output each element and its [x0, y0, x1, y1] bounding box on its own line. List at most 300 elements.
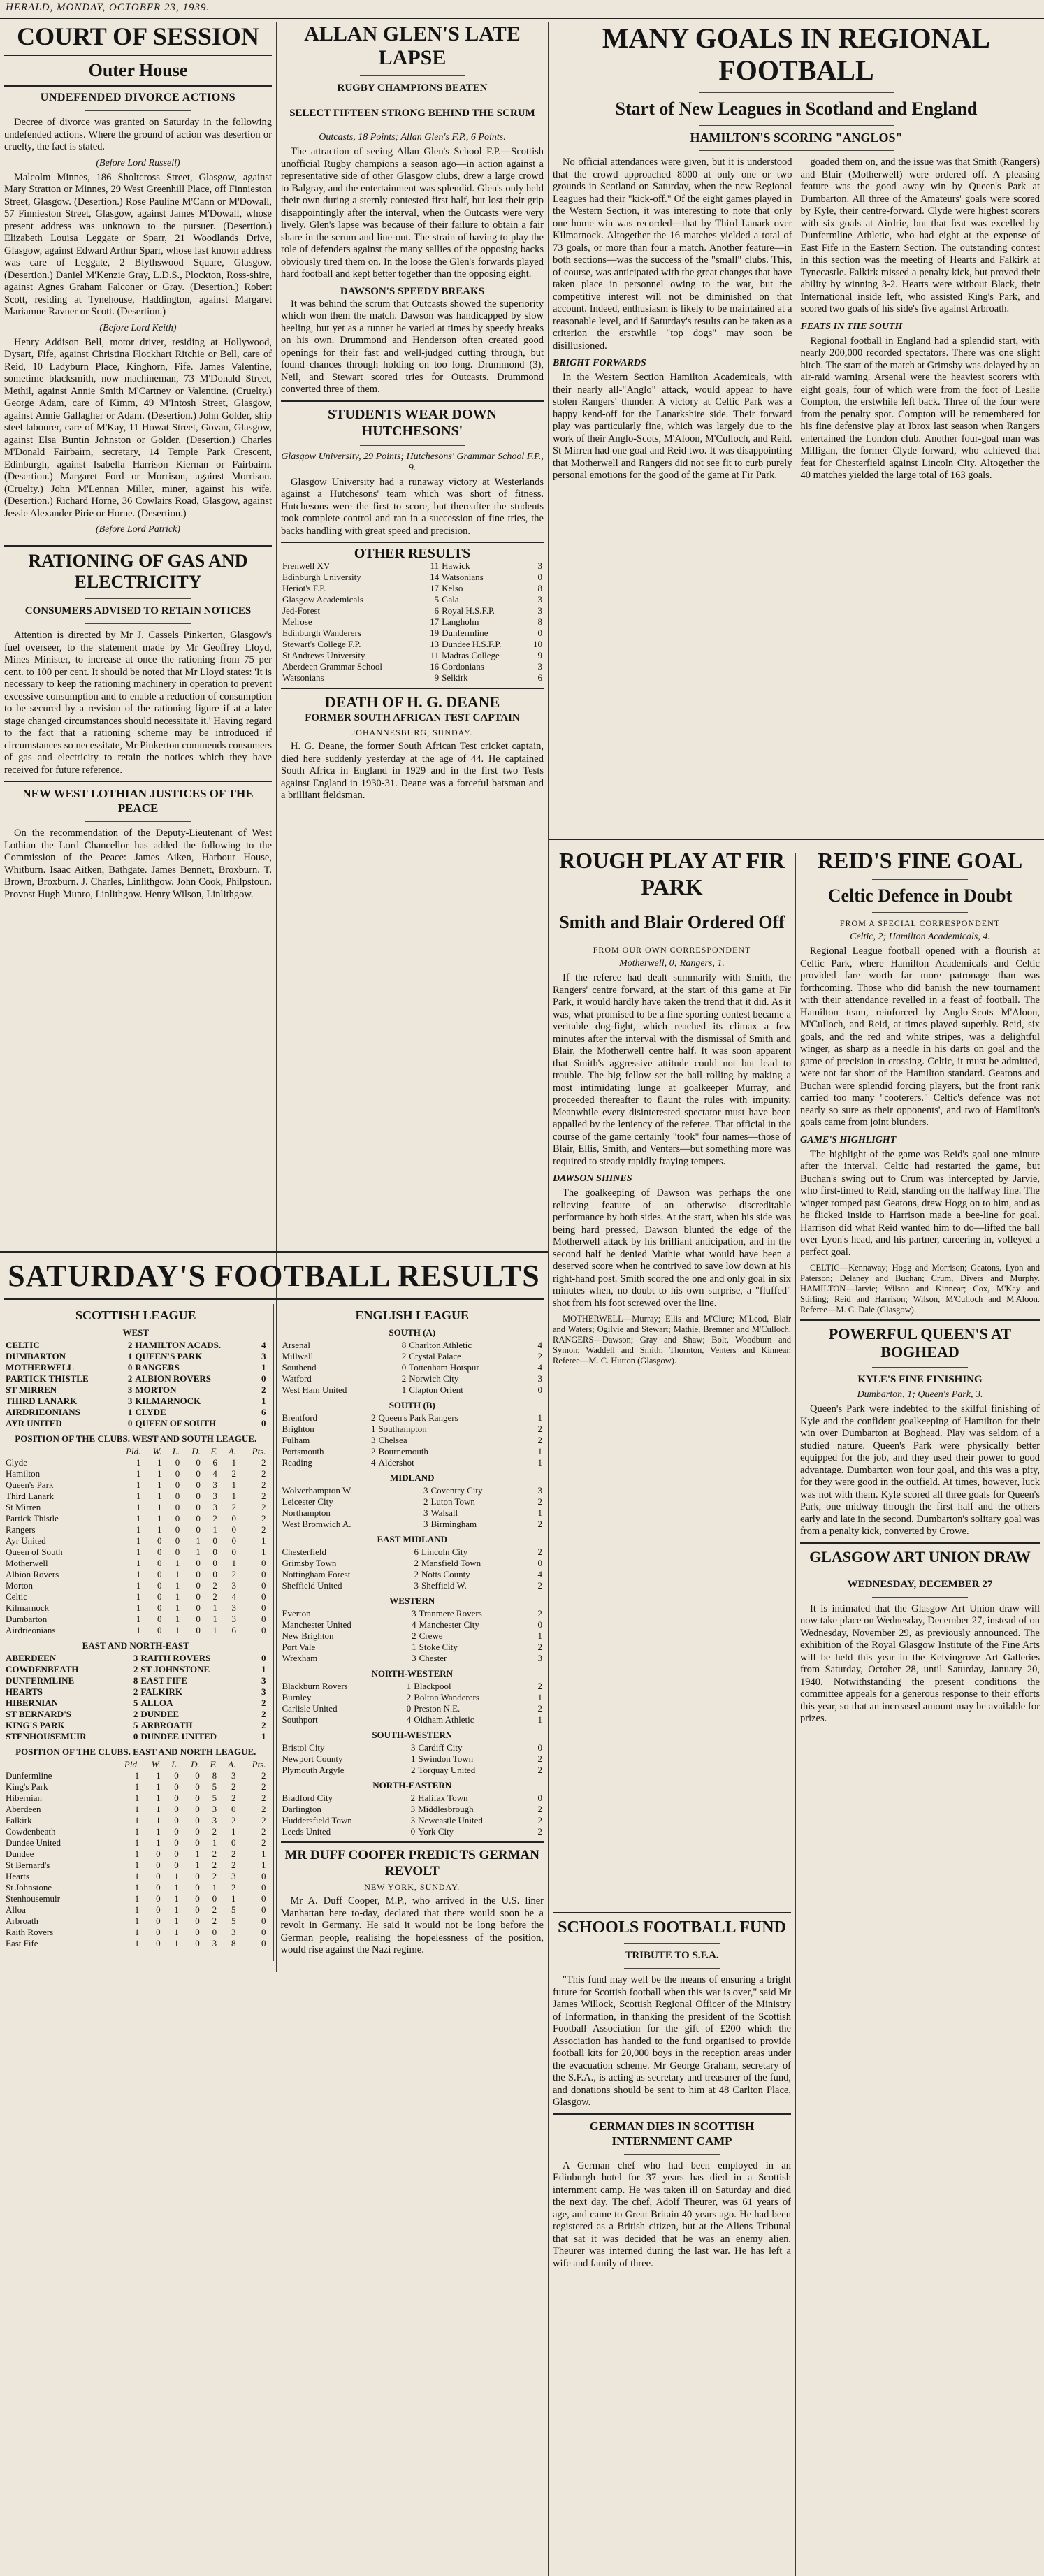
- team-name: Brighton: [282, 1424, 314, 1434]
- team-score: 1: [261, 1362, 266, 1373]
- club-stat: 3: [231, 1602, 236, 1613]
- club-stat: 2: [231, 1502, 236, 1512]
- team-name: ST JOHNSTONE: [140, 1664, 210, 1674]
- court-body-2: Henry Addison Bell, motor driver, residing at Hollywood, Dysart, Fife, against Christina Flockhart Ritchie or Bell, care of Reid, 10 Ladyburn Place, Kinghorn, Fife. James Valentine, sometime blacksmith, now machineman, 73 M'Donald Street, Methil, against Annie Smith M'Cartney or Valentine. (Cruelty.) George Adam, care of Kimm, 49 M'Intosh Street, Glasgow, against Annie Gallagher or Adam. (Desertion.) John Golder, ship steel labourer, care of M'Kay, 11 Howat Street, Govan, Glasgow, against Elsa Buntin Johnston or Golder. (Desertion.) Charles M'Donald Fairbairn, secretary, 14 Temple Park Crescent, Edinburgh, against Isabella Harrison Kiernan or Fairbairn. (Desertion.) Margaret Ford or Morrison, against Morrison. (Cruelty.) John M'Lennan Miller, miner, against his wife. (Desertion.) Richard Horne, 36 Cowlairs Road, Glasgow, against Jessie Alexander Pirie or Horne. (Desertion.): [4, 336, 272, 519]
- club-name: Hamilton: [6, 1468, 41, 1479]
- rough-title: ROUGH PLAY AT FIR PARK: [559, 848, 785, 899]
- team-score: 1: [537, 1457, 542, 1468]
- team-score: 0: [401, 1362, 407, 1373]
- table-row: [4, 1513, 268, 1524]
- club-stat: 1: [134, 1860, 140, 1870]
- club-stat: 0: [195, 1837, 200, 1848]
- club-stat: 0: [175, 1513, 180, 1524]
- result-row: [281, 1424, 544, 1435]
- table-row: [4, 1882, 268, 1893]
- team-name: West Bromwich A.: [282, 1519, 351, 1529]
- artunion-sub: WEDNESDAY, DECEMBER 27: [847, 1578, 993, 1590]
- team-name: Wolverhampton W.: [282, 1485, 353, 1496]
- divider: [699, 125, 894, 126]
- club-stat: 1: [136, 1491, 141, 1501]
- team-name: Stewart's College F.P.: [282, 639, 361, 649]
- column-header: A.: [228, 1446, 236, 1456]
- club-stat: 0: [212, 1535, 217, 1546]
- court-judge-2: (Before Lord Keith): [99, 322, 177, 333]
- club-stat: 0: [196, 1580, 201, 1591]
- artunion-title: GLASGOW ART UNION DRAW: [809, 1547, 1031, 1565]
- glens-title: ALLAN GLEN'S LATE LAPSE: [304, 22, 521, 69]
- result-row: [281, 616, 544, 628]
- english-groups: [281, 1327, 544, 1837]
- court-subtitle: Outer House: [88, 60, 188, 80]
- team-score: 2: [537, 1753, 542, 1764]
- club-stat: 1: [174, 1916, 179, 1926]
- result-row: [4, 1373, 268, 1384]
- result-row: [281, 1457, 544, 1468]
- team-score: 2: [261, 1384, 266, 1395]
- column-rugby: [277, 22, 548, 1259]
- club-stat: 0: [196, 1602, 201, 1613]
- club-stat: 0: [261, 1558, 266, 1568]
- team-name: Frenwell XV: [282, 560, 331, 571]
- club-stat: 2: [212, 1826, 217, 1837]
- club-stat: 3: [231, 1871, 236, 1881]
- rationing-body: Attention is directed by Mr J. Cassels Pinkerton, Glasgow's fuel overseer, to the statement made by Mr Geoffrey Lloyd, Mines Minister, to increase at once the rationing from 75 per cent. to 100 per cent. It should be noted that Mr Lloyd states: 'It is necessary to keep the rationing machinery in operation to prevent excessive consumption and to enable a reduction of consumption to be secured by a revision of the rationing figure if at a later stage changed circumstances should necessitate it.' Having regard to the fact that a rationing scheme may be introduced if circumstances so necessitate, Mr Pinkerton commends consumers of gas and electricity to retain the notices which they have received for future reference.: [4, 630, 272, 776]
- club-name: Alloa: [6, 1904, 26, 1915]
- club-stat: 0: [196, 1558, 201, 1568]
- club-stat: 0: [212, 1927, 217, 1937]
- result-row: [281, 639, 544, 650]
- team-score: 3: [537, 1373, 542, 1384]
- club-name: Celtic: [6, 1591, 28, 1602]
- column-court: [0, 22, 276, 1245]
- team-score: 1: [537, 1714, 542, 1725]
- team-name: COWDENBEATH: [6, 1664, 79, 1674]
- team-name: Nottingham Forest: [282, 1569, 351, 1579]
- divider: [281, 1841, 544, 1843]
- glens-sub1: RUGBY CHAMPIONS BEATEN: [337, 82, 488, 94]
- club-stat: 1: [157, 1491, 162, 1501]
- club-stat: 0: [156, 1848, 161, 1859]
- club-stat: 0: [231, 1535, 236, 1546]
- result-row: [4, 1675, 268, 1686]
- goals-title: MANY GOALS IN REGIONAL FOOTBALL: [602, 22, 991, 86]
- club-stat: 0: [195, 1938, 200, 1948]
- result-row: [4, 1418, 268, 1429]
- team-name: Crewe: [419, 1630, 443, 1641]
- team-score: 11: [430, 560, 440, 571]
- club-stat: 3: [212, 1479, 217, 1490]
- team-score: 2: [127, 1373, 133, 1384]
- result-row: [281, 1384, 544, 1396]
- club-stat: 1: [136, 1558, 141, 1568]
- club-stat: 0: [157, 1625, 162, 1635]
- team-name: Cardiff City: [418, 1742, 463, 1753]
- club-stat: 0: [196, 1468, 201, 1479]
- divider: [4, 545, 272, 547]
- team-name: Queen's Park Rangers: [378, 1412, 458, 1423]
- reid-byline: FROM A SPECIAL CORRESPONDENT: [839, 918, 1001, 928]
- team-score: 3: [537, 605, 542, 616]
- club-stat: 2: [261, 1513, 266, 1524]
- team-name: Leicester City: [282, 1496, 333, 1507]
- club-name: Rangers: [6, 1524, 36, 1535]
- club-name: Cowdenbeath: [6, 1826, 56, 1837]
- team-score: 2: [411, 1765, 416, 1775]
- club-stat: 0: [157, 1602, 162, 1613]
- club-name: King's Park: [6, 1781, 48, 1792]
- club-stat: 0: [175, 1502, 180, 1512]
- team-name: FALKIRK: [140, 1686, 183, 1697]
- club-name: St Bernard's: [6, 1860, 50, 1870]
- english-group-title: SOUTH (A): [389, 1327, 436, 1338]
- team-score: 2: [133, 1664, 138, 1674]
- team-score: 3: [423, 1507, 428, 1518]
- team-name: Coventry City: [430, 1485, 483, 1496]
- table-row: [4, 1770, 268, 1781]
- team-score: 5: [434, 594, 440, 605]
- team-name: Southampton: [378, 1424, 427, 1434]
- club-stat: 0: [261, 1625, 266, 1635]
- table-row: [4, 1502, 268, 1513]
- schools-title: SCHOOLS FOOTBALL FUND: [558, 1918, 786, 1937]
- result-row: [281, 1496, 544, 1507]
- club-stat: 3: [231, 1614, 236, 1624]
- team-name: Bradford City: [282, 1793, 333, 1803]
- club-name: Queen's Park: [6, 1479, 54, 1490]
- team-score: 0: [537, 1742, 542, 1753]
- result-row: [4, 1664, 268, 1675]
- club-name: Raith Rovers: [6, 1927, 54, 1937]
- column-header: [4, 1759, 109, 1770]
- club-stat: 1: [175, 1614, 180, 1624]
- club-stat: 1: [134, 1904, 140, 1915]
- result-row: [281, 1412, 544, 1424]
- team-name: Preston N.E.: [414, 1703, 461, 1714]
- club-stat: 5: [231, 1904, 236, 1915]
- club-stat: 2: [261, 1468, 266, 1479]
- club-stat: 1: [231, 1457, 236, 1468]
- team-name: Halifax Town: [418, 1793, 468, 1803]
- club-stat: 1: [156, 1781, 161, 1792]
- club-stat: 1: [136, 1479, 141, 1490]
- club-stat: 1: [157, 1457, 162, 1468]
- club-stat: 1: [261, 1848, 266, 1859]
- rough-teams: MOTHERWELL—Murray; Ellis and M'Clure; M'Leod, Blair and Waters; Ogilvie and Stewart; Mathie, Bremner and M'Culloch. RANGERS—Dawson; Gray and Shaw; Bolt, Woodburn and Symon; Waddell and Smith; Thornton, Venters and Kinnear. Referee—M. C. Hutton (Glasgow).: [553, 1314, 791, 1366]
- english-group-results: [281, 1742, 544, 1776]
- team-score: 17: [430, 583, 440, 593]
- team-name: CLYDE: [135, 1407, 166, 1417]
- club-stat: 5: [231, 1916, 236, 1926]
- team-name: Watsonians: [282, 672, 324, 683]
- english-title: ENGLISH LEAGUE: [355, 1308, 470, 1322]
- team-name: EAST FIFE: [140, 1675, 187, 1686]
- team-name: QUEEN OF SOUTH: [135, 1418, 217, 1428]
- column-rough: [549, 847, 795, 1895]
- team-score: 3: [423, 1519, 428, 1529]
- deane-body: H. G. Deane, the former South African Test cricket captain, died here suddenly yesterday at the age of 44. He captained South Africa in England in 1929 and in the first two Tests against England in 1930-31. Deane was a forceful batsman and a brilliant fieldsman.: [281, 741, 544, 801]
- team-name: Newcastle United: [418, 1815, 483, 1825]
- column-header: L.: [171, 1759, 179, 1770]
- table-row: [4, 1602, 268, 1614]
- result-row: [4, 1731, 268, 1742]
- team-score: 16: [430, 661, 440, 672]
- club-stat: 2: [212, 1580, 217, 1591]
- result-row: [281, 1815, 544, 1826]
- club-stat: 0: [196, 1625, 201, 1635]
- team-name: Luton Town: [430, 1496, 475, 1507]
- club-stat: 1: [196, 1547, 201, 1557]
- club-stat: 0: [261, 1871, 266, 1881]
- club-stat: 0: [157, 1547, 162, 1557]
- team-score: 2: [537, 1519, 542, 1529]
- team-score: 3: [412, 1653, 416, 1663]
- club-stat: 4: [212, 1468, 217, 1479]
- club-stat: 0: [174, 1793, 179, 1803]
- club-stat: 3: [231, 1770, 236, 1781]
- result-row: [281, 1569, 544, 1580]
- result-row: [281, 572, 544, 583]
- club-stat: 0: [195, 1770, 200, 1781]
- result-row: [281, 672, 544, 683]
- club-stat: 0: [157, 1614, 162, 1624]
- rough-side: DAWSON SHINES: [553, 1173, 632, 1184]
- club-stat: 1: [134, 1793, 140, 1803]
- club-stat: 1: [157, 1502, 162, 1512]
- club-stat: 1: [134, 1826, 140, 1837]
- club-stat: 3: [212, 1815, 217, 1825]
- team-score: 3: [370, 1435, 376, 1445]
- result-row: [4, 1407, 268, 1418]
- team-score: 1: [127, 1351, 133, 1361]
- result-row: [281, 594, 544, 605]
- club-stat: 0: [175, 1524, 180, 1535]
- club-stat: 1: [212, 1625, 217, 1635]
- club-stat: 0: [261, 1580, 266, 1591]
- club-stat: 0: [231, 1837, 236, 1848]
- divider: [360, 75, 465, 76]
- team-score: 3: [261, 1351, 266, 1361]
- team-score: 1: [261, 1731, 266, 1742]
- club-name: Dunfermline: [6, 1770, 52, 1781]
- team-score: 2: [537, 1608, 542, 1619]
- team-score: 3: [261, 1686, 266, 1697]
- club-stat: 1: [136, 1524, 141, 1535]
- team-name: Edinburgh University: [282, 572, 361, 582]
- club-stat: 6: [231, 1625, 236, 1635]
- table-row: [4, 1837, 268, 1848]
- club-stat: 1: [134, 1927, 140, 1937]
- club-stat: 0: [196, 1569, 201, 1579]
- reid-body: Regional League football opened with a flourish at Celtic Park, where Hamilton Academicals and Celtic provided fare worth far more patronage than was forthcoming. Those who did banish the new tournament with their attendance revelled in a feast of football. The Hamilton team, reinforced by Anglo-Scots M'Aloon, M'Culloch, and Reid, at times played superbly. Reid, six goals, and the red and white stripes, was a delightful winger, as sharp as a needle in his darts on goal and the game of precision in crossing. Celtic, it must be admitted, were not far short of the Hamilton standard. Geatons and Buchan were splendid forcing players, but the front rank carried too many "cooterers." Celtic's defence was not nearly so sure as their opponents', and two of Hamilton's goals came from joint blunders.: [800, 946, 1040, 1128]
- table-row: [4, 1848, 268, 1860]
- table-header: [4, 1759, 268, 1770]
- rough-body-2: The goalkeeping of Dawson was perhaps the one relieving feature of an otherwise discreditable performance by both sides. At the start, when his side was being hard pressed, Dawson blunted the edge of the Motherwell attack by his brilliant anticipation, and in the second half he denied Mathie what would have been a deserved score when he contrived to save low down at his right-hand post. Smith scored the one and only goal in six minutes when, no doubt to his own surprise, a "fluffed" shot from his foot screwed over the line.: [553, 1187, 791, 1309]
- team-score: 10: [533, 639, 542, 649]
- team-score: 8: [537, 616, 542, 627]
- club-name: Hearts: [6, 1871, 29, 1881]
- team-name: ALBION ROVERS: [135, 1373, 212, 1384]
- club-stat: 1: [134, 1837, 140, 1848]
- team-score: 1: [127, 1407, 133, 1417]
- club-name: Dundee United: [6, 1837, 61, 1848]
- club-stat: 2: [231, 1882, 236, 1893]
- club-stat: 1: [231, 1893, 236, 1904]
- goals-bright: BRIGHT FORWARDS: [553, 358, 646, 368]
- club-name: Queen of South: [6, 1547, 63, 1557]
- club-stat: 0: [156, 1927, 161, 1937]
- team-score: 13: [430, 639, 440, 649]
- team-name: Birmingham: [430, 1519, 477, 1529]
- club-stat: 1: [136, 1535, 141, 1546]
- club-name: Albion Rovers: [6, 1569, 59, 1579]
- club-name: East Fife: [6, 1938, 38, 1948]
- team-name: Sheffield W.: [421, 1580, 467, 1591]
- club-stat: 0: [212, 1558, 217, 1568]
- table-row: [4, 1614, 268, 1625]
- result-row: [4, 1653, 268, 1664]
- club-stat: 2: [261, 1826, 266, 1837]
- scottish-east: EAST AND NORTH-EAST: [82, 1640, 189, 1651]
- goals-body-1: No official attendances were given, but it is understood that the crowd approached 8000 at only one or two grounds in Scotland on Saturday, when the new Regional Leagues had their "kick-off." Of the eight games played in the Western Section, it was interesting to note that only one home win was recorded—that by Third Lanark over Kilmarnock. Altogether the 16 matches yielded a total of 73 goals, or more than four a match. Another feature—in both sections—was the success of the "small" clubs. This, of course, was anticipated with the great changes that have taken place in personnel owing to the war, but the competitive interest will not be diminished on that account. Indeed, enthusiasm is likely to be maintained at a reasonable level, and if Saturday's results can be taken as a criterion the erstwhile "top dogs" may soon be disillusioned.: [553, 157, 792, 352]
- divider: [872, 1597, 968, 1598]
- english-group-results: [281, 1412, 544, 1468]
- club-name: St Mirren: [6, 1502, 41, 1512]
- team-score: 2: [537, 1435, 542, 1445]
- divider: [4, 781, 272, 782]
- club-stat: 0: [175, 1491, 180, 1501]
- english-league: [281, 1304, 544, 1961]
- club-stat: 1: [175, 1625, 180, 1635]
- table-row: [4, 1479, 268, 1491]
- team-score: 8: [537, 583, 542, 593]
- divider: [4, 55, 272, 56]
- club-stat: 2: [231, 1781, 236, 1792]
- team-name: New Brighton: [282, 1630, 334, 1641]
- result-row: [281, 1485, 544, 1496]
- club-stat: 1: [136, 1457, 141, 1468]
- result-row: [281, 1793, 544, 1804]
- club-stat: 1: [136, 1513, 141, 1524]
- glens-body: The attraction of seeing Allan Glen's School F.P.—Scottish unofficial Rugby champions a season ago—in action against a representative side of other Glasgow clubs, drew a large crowd to Balgray, and the entertainment was splendid. Glen's only held their own during a sternly contested first half, but lost their grip disappointingly after the interval, when the Outcasts were very lively. Glen's lapse was because of their failure to obtain a fair share in the scrum and line-out. The strain of having to play the role of defenders against the many sallies of the opposing backs obviously tired them on. In the loose the Glen's forwards played hard football and kept better together than the opposing eight.: [281, 146, 544, 280]
- result-row: [4, 1698, 268, 1709]
- club-stat: 5: [212, 1793, 217, 1803]
- result-row: [4, 1720, 268, 1731]
- team-name: DUMBARTON: [6, 1351, 66, 1361]
- team-name: Aberdeen Grammar School: [282, 661, 382, 672]
- club-stat: 0: [157, 1569, 162, 1579]
- table-row: [4, 1468, 268, 1479]
- club-stat: 1: [231, 1826, 236, 1837]
- club-stat: 8: [212, 1770, 217, 1781]
- club-stat: 0: [261, 1882, 266, 1893]
- club-stat: 1: [136, 1614, 141, 1624]
- club-stat: 1: [156, 1815, 161, 1825]
- table-row: [4, 1815, 268, 1826]
- team-name: Gala: [442, 594, 459, 605]
- team-score: 2: [537, 1547, 542, 1557]
- divider: [85, 598, 191, 599]
- result-row: [281, 1653, 544, 1664]
- duff-dateline: NEW YORK, SUNDAY.: [364, 1882, 461, 1892]
- result-row: [4, 1351, 268, 1362]
- team-score: 3: [414, 1580, 419, 1591]
- team-name: Carlisle United: [282, 1703, 338, 1714]
- club-name: Morton: [6, 1580, 33, 1591]
- team-name: QUEEN'S PARK: [135, 1351, 203, 1361]
- team-name: Reading: [282, 1457, 312, 1468]
- team-score: 2: [423, 1496, 428, 1507]
- club-name: Falkirk: [6, 1815, 32, 1825]
- team-name: Oldham Athletic: [414, 1714, 474, 1725]
- rough-byline: FROM OUR OWN CORRESPONDENT: [593, 945, 751, 955]
- reid-body-2: The highlight of the game was Reid's goal one minute after the interval. Celtic had restarted the game, but Buchan's swing out to Crum was intercepted by Jarvie, who first-timed to Reid, standing on the halfway line. The winger romped past Geatons, drew Hogg on to him, and as he flicked inside to Harrison made a bee-line for goal. Harrison did what Reid wanted him to do—lifted the ball over Lyon's head, and his partner, careering in, volleyed a perfect goal.: [800, 1148, 1040, 1258]
- team-name: York City: [418, 1826, 454, 1837]
- club-stat: 0: [174, 1781, 179, 1792]
- club-stat: 3: [212, 1502, 217, 1512]
- column-header: L.: [172, 1446, 180, 1456]
- reid-score: Celtic, 2; Hamilton Academicals, 4.: [850, 932, 990, 942]
- club-stat: 0: [196, 1614, 201, 1624]
- team-score: 6: [414, 1547, 419, 1557]
- club-stat: 0: [261, 1614, 266, 1624]
- club-stat: 5: [212, 1781, 217, 1792]
- result-row: [281, 605, 544, 616]
- club-stat: 0: [175, 1535, 180, 1546]
- team-name: Middlesbrough: [418, 1804, 474, 1814]
- team-name: Madras College: [442, 650, 500, 660]
- table-header: [4, 1446, 268, 1457]
- glens-sub2: SELECT FIFTEEN STRONG BEHIND THE SCRUM: [289, 108, 535, 119]
- club-stat: 2: [212, 1591, 217, 1602]
- club-stat: 6: [212, 1457, 217, 1468]
- rationing-title: RATIONING OF GAS AND ELECTRICITY: [28, 551, 248, 592]
- goals-side: HAMILTON'S SCORING "ANGLOS": [690, 131, 903, 145]
- club-stat: 0: [156, 1860, 161, 1870]
- club-stat: 0: [231, 1524, 236, 1535]
- club-stat: 1: [175, 1558, 180, 1568]
- rationing-sub: CONSUMERS ADVISED TO RETAIN NOTICES: [24, 605, 252, 616]
- scottish-east-results: [4, 1653, 268, 1742]
- table-row: [4, 1580, 268, 1591]
- club-stat: 1: [174, 1893, 179, 1904]
- club-stat: 1: [136, 1502, 141, 1512]
- students-title: STUDENTS WEAR DOWN HUTCHESONS': [328, 406, 497, 439]
- court-judge-3: (Before Lord Patrick): [95, 524, 181, 535]
- team-name: Portsmouth: [282, 1446, 324, 1456]
- team-score: 4: [406, 1714, 412, 1725]
- queens-title: POWERFUL QUEEN'S AT BOGHEAD: [828, 1325, 1012, 1361]
- table-row: [4, 1871, 268, 1882]
- club-name: Partick Thistle: [6, 1513, 59, 1524]
- divider: [85, 821, 191, 822]
- column-header: Pld.: [124, 1759, 140, 1770]
- queens-score: Dumbarton, 1; Queen's Park, 3.: [857, 1389, 983, 1400]
- result-row: [281, 1362, 544, 1373]
- team-score: 2: [410, 1793, 416, 1803]
- court-title: COURT OF SESSION: [17, 22, 259, 50]
- club-stat: 0: [195, 1804, 200, 1814]
- team-name: Melrose: [282, 616, 312, 627]
- team-score: 6: [261, 1407, 266, 1417]
- team-score: 2: [414, 1569, 419, 1579]
- club-stat: 0: [156, 1904, 161, 1915]
- team-name: THIRD LANARK: [6, 1396, 78, 1406]
- team-score: 4: [370, 1457, 376, 1468]
- team-score: 2: [537, 1351, 542, 1361]
- club-stat: 1: [174, 1938, 179, 1948]
- scottish-league: [4, 1304, 274, 1961]
- team-score: 0: [261, 1373, 266, 1384]
